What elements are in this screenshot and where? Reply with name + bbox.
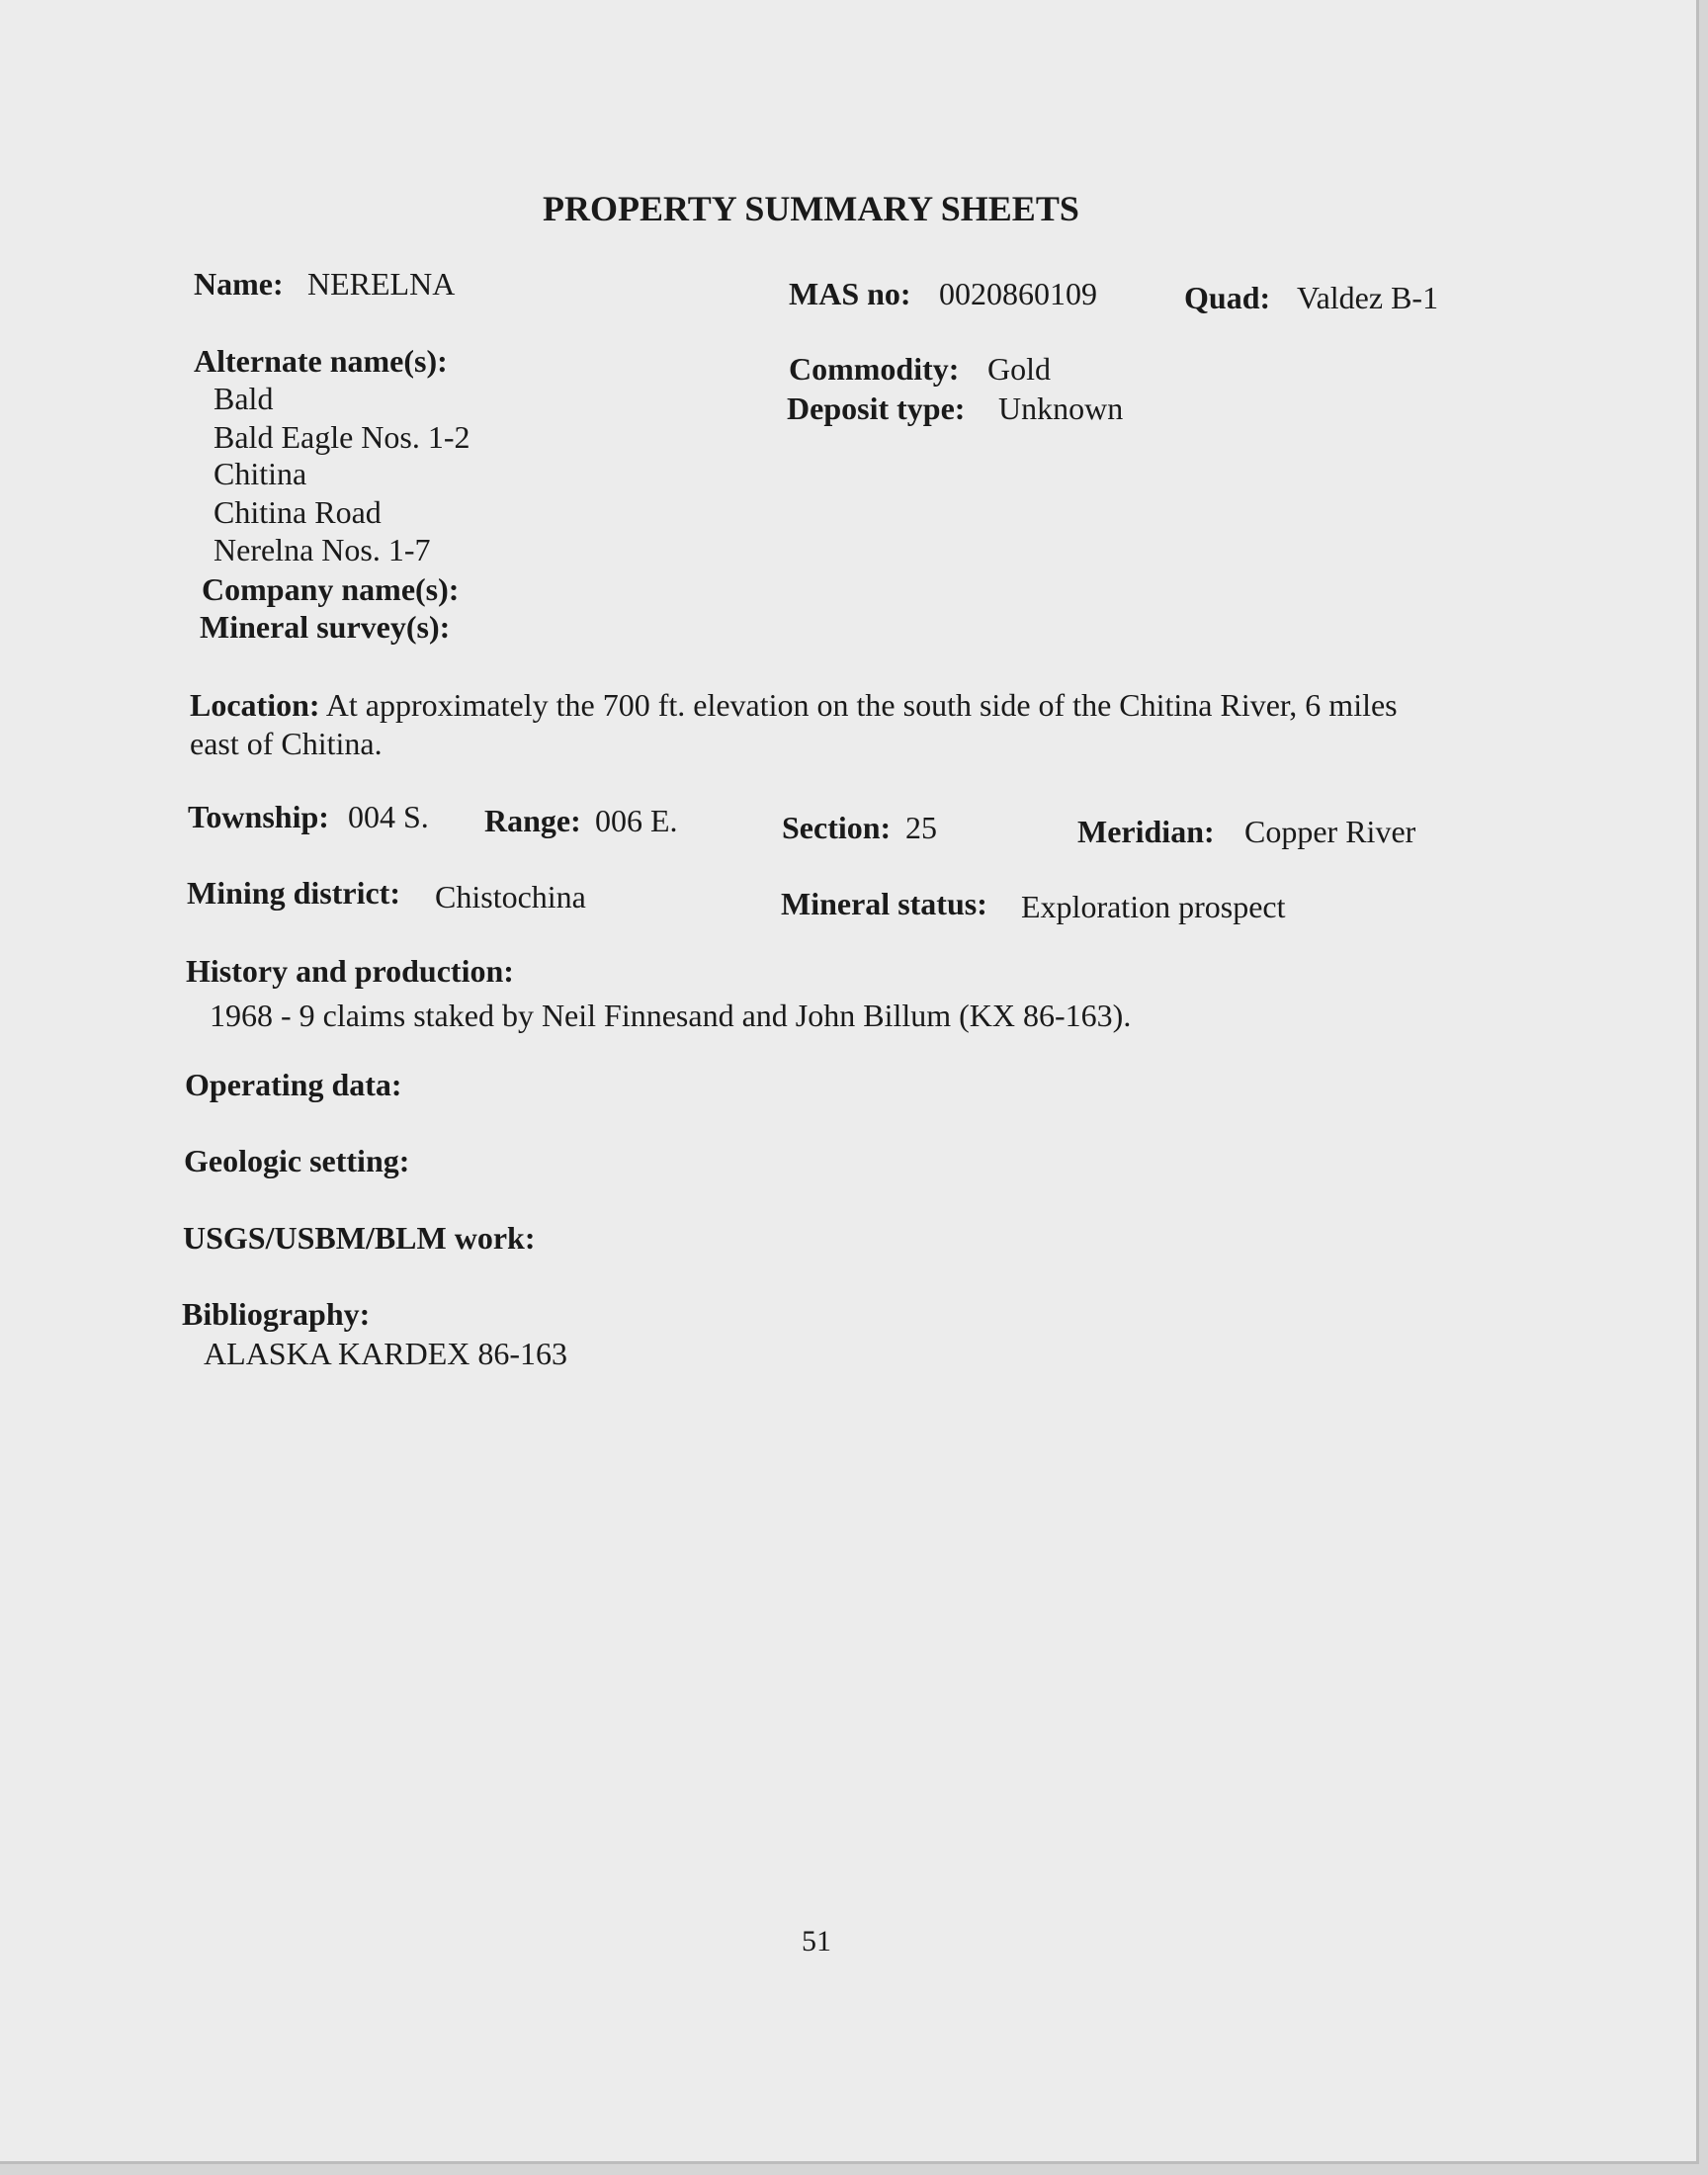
name-label: Name: (194, 266, 284, 302)
page-number: 51 (802, 1925, 831, 1958)
usgs-work-label: USGS/USBM/BLM work: (183, 1220, 536, 1256)
deposit-type-label: Deposit type: (787, 391, 966, 426)
bibliography-item: ALASKA KARDEX 86-163 (204, 1336, 567, 1371)
section-value: 25 (905, 810, 937, 845)
deposit-type-value: Unknown (998, 391, 1124, 426)
commodity-value: Gold (987, 351, 1051, 387)
mineral-status-value: Exploration prospect (1021, 889, 1286, 924)
page-title: PROPERTY SUMMARY SHEETS (543, 189, 1079, 228)
location-line-2: east of Chitina. (190, 726, 383, 761)
location-label: Location: (190, 687, 320, 723)
section-label: Section: (782, 810, 892, 845)
alternate-name-item: Bald Eagle Nos. 1-2 (214, 419, 470, 455)
alternate-names-label: Alternate name(s): (194, 343, 448, 379)
alternate-name-item: Chitina (214, 456, 307, 491)
meridian-label: Meridian: (1077, 814, 1215, 849)
alternate-name-item: Nerelna Nos. 1-7 (214, 532, 431, 567)
mas-no-label: MAS no: (789, 276, 911, 311)
alternate-name-item: Chitina Road (214, 494, 382, 530)
township-label: Township: (188, 799, 329, 834)
name-value: NERELNA (307, 266, 456, 302)
commodity-label: Commodity: (789, 351, 960, 387)
meridian-value: Copper River (1244, 814, 1416, 849)
history-label: History and production: (186, 953, 514, 989)
history-text: 1968 - 9 claims staked by Neil Finnesand and John Billum (KX 86-163). (210, 998, 1132, 1033)
quad-label: Quad: (1184, 280, 1271, 315)
company-names-label: Company name(s): (202, 571, 460, 607)
mineral-surveys-label: Mineral survey(s): (200, 609, 451, 645)
operating-data-label: Operating data: (185, 1067, 402, 1102)
mineral-status-label: Mineral status: (781, 886, 987, 921)
township-value: 004 S. (348, 799, 429, 834)
bibliography-label: Bibliography: (182, 1296, 371, 1332)
location-line-1 (190, 686, 1398, 724)
mining-district-value: Chistochina (435, 879, 586, 914)
alternate-name-item: Bald (214, 381, 274, 416)
mas-no-value: 0020860109 (939, 276, 1097, 311)
range-label: Range: (484, 803, 581, 838)
quad-value: Valdez B-1 (1297, 280, 1439, 315)
range-value: 006 E. (595, 803, 678, 838)
mining-district-label: Mining district: (187, 875, 400, 911)
location-text: At approximately the 700 ft. elevation on the south side of the Chitina River, 6 miles (325, 687, 1398, 723)
geologic-setting-label: Geologic setting: (184, 1143, 410, 1178)
